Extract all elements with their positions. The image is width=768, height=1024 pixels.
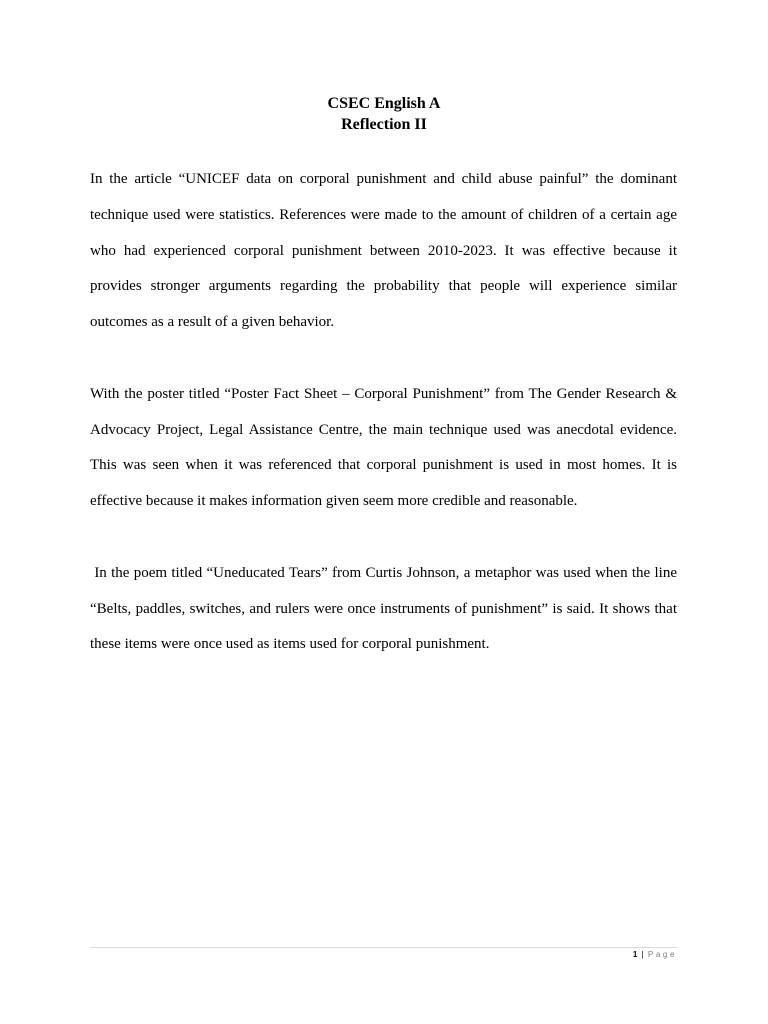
title-line-1: CSEC English A <box>327 95 441 112</box>
title-line-2: Reflection II <box>341 116 427 133</box>
document-body <box>90 162 681 663</box>
paragraph-1: In the article “UNICEF data on corporal punishment and child abuse painful” the dominant technique used were statistics. References were made to the amount of children of a certain age who had experienced corporal punishment between 2010-2023. It was effective because it provides stronger arguments regarding the probability that people will experience similar outcomes as a result of a given behavior. <box>90 171 677 331</box>
page-label: Page <box>647 950 677 959</box>
footer-divider <box>90 947 677 948</box>
document-title <box>0 93 768 135</box>
page-separator: | <box>641 950 644 959</box>
paragraph-2: With the poster titled “Poster Fact Sheet – Corporal Punishment” from The Gender Research & Advocacy Project, Legal Assistance Centre, the main technique used was anecdotal evidence. This was seen when it was referenced that corporal punishment is used in most homes. It is effective because it makes information given seem more credible and reasonable. <box>90 385 677 510</box>
page-number: 1 <box>632 950 638 959</box>
page-footer <box>90 949 677 960</box>
paragraph-3: In the poem titled “Uneducated Tears” from Curtis Johnson, a metaphor was used when the line “Belts, paddles, switches, and rulers were once instruments of punishment” is said. It shows that these items were once used as items used for corporal punishment. <box>90 564 681 653</box>
